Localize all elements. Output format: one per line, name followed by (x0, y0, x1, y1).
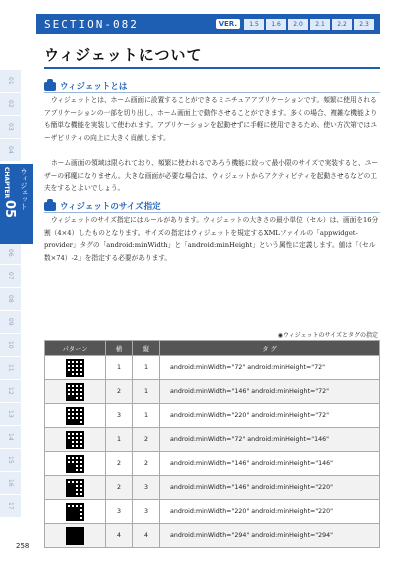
column-header: タ グ (160, 341, 380, 356)
grid-cell (79, 420, 83, 424)
section-heading-text: ウィジェットのサイズ指定 (60, 202, 161, 212)
chapter-tab[interactable]: 09 (0, 311, 21, 334)
grid-cell (79, 444, 83, 448)
chapter-tab[interactable]: 17 (0, 495, 21, 518)
section-heading (44, 200, 161, 212)
pattern-cell (45, 476, 106, 500)
chapter-tab[interactable]: 14 (0, 426, 21, 449)
cell-grid-icon (66, 455, 84, 473)
paragraph: ウィジェットとは、ホーム画面に設置することができるミニチュアアプリケーションです。頻繁に使用されるアプリケーションの一部を切り出し、ホーム画面上で動作させることができます。多くの場合、複雑な機能よりも簡単な機能を実装して使われます。アプリケーションを起動せずに手軽に使用できるため、使い方次第ではユーザビリティの向上に大きく貢献します。 (44, 96, 378, 142)
section-header (36, 14, 380, 34)
height-cell: 2 (133, 452, 160, 476)
chapter-tab[interactable]: 16 (0, 472, 21, 495)
tag-cell: android:minWidth="146" android:minHeight="146" (160, 452, 380, 476)
width-cell: 2 (106, 476, 133, 500)
version-badge: 2.0 (288, 19, 308, 30)
version-list (244, 19, 374, 30)
height-cell: 3 (133, 500, 160, 524)
tag-cell: android:minWidth="146" android:minHeight="220" (160, 476, 380, 500)
cell-grid-icon (66, 503, 84, 521)
column-header: 縦 (133, 341, 160, 356)
page-title: ウィジェットについて (44, 46, 203, 64)
column-header: パターン (45, 341, 106, 356)
chapter-label: CHAPTER (3, 167, 10, 199)
page-number: 258 (16, 542, 30, 550)
table-row (45, 380, 380, 404)
version-badge: 2.2 (332, 19, 352, 30)
tag-cell: android:minWidth="294" android:minHeight="294" (160, 524, 380, 548)
chapter-tab[interactable]: 07 (0, 265, 21, 288)
table-row (45, 356, 380, 380)
chapter-tab[interactable]: 11 (0, 357, 21, 380)
version-badge: 1.5 (244, 19, 264, 30)
bag-icon (44, 202, 56, 211)
widget-size-table (44, 340, 380, 548)
pattern-cell (45, 524, 106, 548)
tag-cell: android:minWidth="220" android:minHeight="72" (160, 404, 380, 428)
title-rule (44, 67, 380, 69)
width-cell: 2 (106, 452, 133, 476)
version-badge: 1.6 (266, 19, 286, 30)
chapter-tab[interactable]: 12 (0, 380, 21, 403)
chapter-tab[interactable]: 06 (0, 242, 21, 265)
version-badge: 2.3 (354, 19, 374, 30)
cell-grid-icon (66, 431, 84, 449)
chapter-tab[interactable]: 10 (0, 334, 21, 357)
chapter-tab[interactable]: 01 (0, 70, 21, 93)
grid-cell (79, 516, 83, 520)
column-header: 横 (106, 341, 133, 356)
chapter-tab[interactable]: 04 (0, 139, 21, 162)
table-row (45, 500, 380, 524)
section-underline (44, 92, 380, 93)
bag-icon (44, 82, 56, 91)
chapter-tab-active[interactable] (0, 164, 33, 244)
section-heading-text: ウィジェットとは (60, 82, 128, 92)
version-label: VER. (216, 19, 240, 29)
tag-cell: android:minWidth="146" android:minHeight="72" (160, 380, 380, 404)
chapter-tabs (0, 70, 21, 518)
grid-cell (79, 540, 83, 544)
pattern-cell (45, 356, 106, 380)
grid-cell (79, 468, 83, 472)
chapter-tab[interactable]: 03 (0, 116, 21, 139)
section-heading (44, 80, 127, 92)
paragraph: ホーム画面の領域は限られており、頻繁に使われるであろう機能に絞って最小限のサイズで実装すると、ユーザーの邪魔になりません。大きな画面が必要な場合は、ウィジェットからアクティビティを起動させるなどの工夫をするとよいでしょう。 (44, 159, 379, 193)
pattern-cell (45, 452, 106, 476)
grid-cell (79, 372, 83, 376)
section-underline (44, 212, 380, 213)
tag-cell: android:minWidth="72" android:minHeight="72" (160, 356, 380, 380)
height-cell: 1 (133, 356, 160, 380)
version-badge: 2.1 (310, 19, 330, 30)
cell-grid-icon (66, 383, 84, 401)
height-cell: 1 (133, 404, 160, 428)
chapter-tab[interactable]: 02 (0, 93, 21, 116)
table-row (45, 524, 380, 548)
width-cell: 1 (106, 428, 133, 452)
pattern-cell (45, 380, 106, 404)
cell-grid-icon (66, 407, 84, 425)
grid-cell (79, 396, 83, 400)
tag-cell: android:minWidth="72" android:minHeight="146" (160, 428, 380, 452)
pattern-cell (45, 404, 106, 428)
cell-grid-icon (66, 359, 84, 377)
table-row (45, 452, 380, 476)
pattern-cell (45, 428, 106, 452)
grid-cell (79, 492, 83, 496)
table-row (45, 428, 380, 452)
chapter-tab[interactable]: 08 (0, 288, 21, 311)
width-cell: 1 (106, 356, 133, 380)
cell-grid-icon (66, 527, 84, 545)
cell-grid-icon (66, 479, 84, 497)
chapter-tab[interactable]: 13 (0, 403, 21, 426)
pattern-cell (45, 500, 106, 524)
chapter-tab[interactable]: 15 (0, 449, 21, 472)
height-cell: 1 (133, 380, 160, 404)
table-row (45, 404, 380, 428)
width-cell: 3 (106, 404, 133, 428)
width-cell: 3 (106, 500, 133, 524)
paragraph: ウィジェットのサイズ指定にはルールがあります。ウィジェットの大きさの最小単位（セル）は、画面を16分割（4×4）したものとなります。サイズの指定はウィジェットを規定するXMLファイルの「appwidget-provider」タグの「android:minWidth」と「android:minHeight」という属性に定義します。値は「（セル数×74）-2」を指定する必要があります。 (44, 216, 379, 262)
height-cell: 4 (133, 524, 160, 548)
tag-cell: android:minWidth="220" android:minHeight="220" (160, 500, 380, 524)
section-number: SECTION-082 (44, 17, 139, 31)
width-cell: 2 (106, 380, 133, 404)
chapter-number: 05 (2, 200, 17, 219)
table-caption: ◉ウィジェットのサイズとタグの指定 (277, 332, 378, 339)
chapter-name: ウィジェット (20, 168, 28, 210)
width-cell: 4 (106, 524, 133, 548)
table-row (45, 476, 380, 500)
height-cell: 3 (133, 476, 160, 500)
height-cell: 2 (133, 428, 160, 452)
